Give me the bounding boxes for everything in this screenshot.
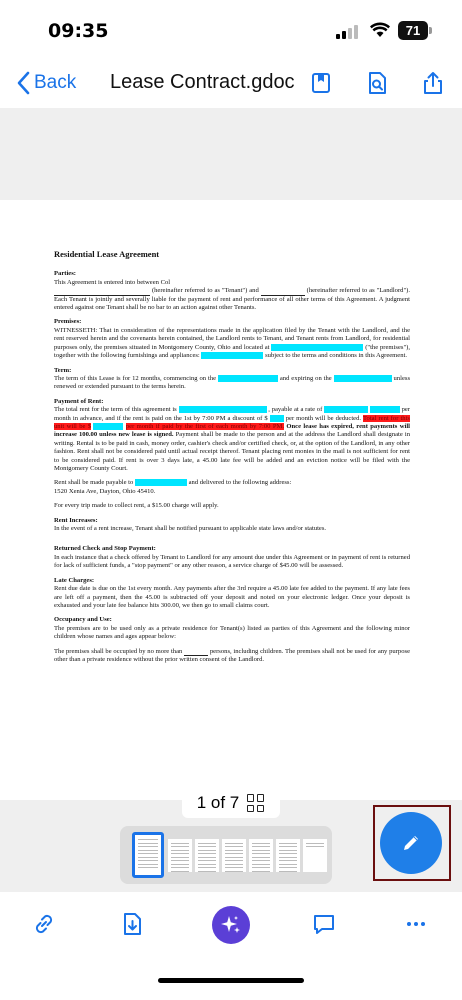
page-thumbnail-strip[interactable] xyxy=(120,826,332,884)
highlighted-field xyxy=(179,406,267,413)
thumbnail-text-line xyxy=(138,867,158,868)
premises-heading: Premises: xyxy=(54,318,82,326)
term-text-2: and expiring on the xyxy=(279,374,332,382)
thumbnail-text-line xyxy=(252,850,270,851)
term-paragraph xyxy=(54,375,410,392)
thumbnail-text-line xyxy=(138,843,158,844)
payable-text-1: Rent shall be made payable to xyxy=(54,479,134,487)
page-count-label: 1 of 7 xyxy=(196,793,240,812)
link-icon[interactable] xyxy=(30,910,58,938)
bookmark-icon[interactable] xyxy=(308,70,334,96)
thumbnail-text-line xyxy=(225,857,243,858)
thumbnail-text-line xyxy=(252,860,270,861)
home-indicator xyxy=(158,978,304,983)
document-title: Lease Contract.gdoc xyxy=(110,71,295,93)
battery-nub xyxy=(429,27,432,34)
grid-view-icon[interactable] xyxy=(247,794,265,812)
term-heading: Term: xyxy=(54,366,72,374)
thumbnail-text-line xyxy=(279,860,297,861)
occupancy-heading: Occupancy and Use: xyxy=(54,616,112,624)
term-text-1: The term of this Lease is for 12 months, commencing on the xyxy=(54,374,217,382)
late-charges-paragraph: Rent due date is due on the 1st every month. Any payments after the 3rd require a 45.00 late fee added to the payment. If any late fees are left off a payment, then the 45.00 is subtracted off your deposit and noted on your electronic ledger. Once your deposit is exhausted and your late fee balance hits 300.00, we then go to small claims court. xyxy=(54,585,410,609)
thumbnail-text-line xyxy=(171,843,189,844)
thumbnail-text-line xyxy=(225,850,243,851)
thumbnail-text-line xyxy=(252,853,270,854)
page-thumbnail[interactable] xyxy=(195,839,219,872)
payable-text-2: and delivered to the following address: xyxy=(188,479,292,487)
thumbnail-text-line xyxy=(138,839,158,840)
thumbnail-text-line xyxy=(279,871,297,872)
back-label: Back xyxy=(34,72,77,93)
late-charges-heading: Late Charges: xyxy=(54,576,95,584)
ai-assistant-button[interactable] xyxy=(212,906,250,944)
trip-charge-paragraph: For every trip made to collect rent, a $15.00 charge will apply. xyxy=(54,502,219,510)
thumbnail-text-line xyxy=(225,867,243,868)
term-text-3: unless renewed or extended pursuant to the terms herein. xyxy=(54,374,411,391)
document-text xyxy=(54,250,410,670)
highlighted-field xyxy=(270,415,284,422)
highlighted-field xyxy=(93,423,123,430)
returned-check-paragraph: In each instance that a check offered by Tenant to Landlord for any amount due under this Agreement or in payment of rent is returned for lack of sufficient funds, a "stop payment" or any other reason, a service charge of $45.00 will be assessed. xyxy=(54,553,410,570)
thumbnail-text-line xyxy=(138,864,158,865)
increase-heading: Rent Increases: xyxy=(54,516,98,524)
page-thumbnail[interactable] xyxy=(222,839,246,872)
thumbnail-text-line xyxy=(225,864,243,865)
thumbnail-text-line xyxy=(171,864,189,865)
occupancy-text-2: The premises shall be occupied by no more than xyxy=(54,647,183,655)
battery-indicator: 71 xyxy=(398,21,428,40)
payment-text-3: per month in advance, and if the rent is paid on the 1st by 7:00 PM a discount of $ xyxy=(54,406,410,422)
thumbnail-text-line xyxy=(138,850,158,851)
edit-button[interactable] xyxy=(380,812,442,874)
thumbnail-text-line xyxy=(198,857,216,858)
thumbnail-text-line xyxy=(138,853,158,854)
share-icon[interactable] xyxy=(420,70,446,96)
thumbnail-text-line xyxy=(306,843,324,844)
thumbnail-text-line xyxy=(198,867,216,868)
thumbnail-text-line xyxy=(252,871,270,872)
redacted-text-2: per month if paid by the first of each month by 7:00 PM. xyxy=(125,423,284,430)
parties-heading: Parties: xyxy=(54,270,76,278)
document-heading: Residential Lease Agreement xyxy=(54,249,160,259)
bottom-toolbar xyxy=(0,892,462,1000)
thumbnail-text-line xyxy=(279,853,297,854)
thumbnail-text-line xyxy=(252,857,270,858)
occupancy-text-3: persons, including children. The premises shall not be used for any purpose other than a private residence without the prior written consent of the Landlord. xyxy=(54,647,410,663)
page-thumbnail[interactable] xyxy=(168,839,192,872)
premises-text-2: ("the premises"), together with the following furnishings and appliances: xyxy=(54,343,410,360)
payment-text-5: Payment shall be made to the person and at the address the Landlord shall designate in writing. Rental is to be paid in cash, money order, cashier's check and/or certified check, or, at the option of the Landlord, in any other fashion. Rent shall not be considered paid until actual receipt thereof. Tenant placing rent monies in the mail is not sufficient for rent to be considered paid. If rent is over 3 days late, a 45.00 late fee will be added and an eviction notice will be filed with the Montgomery County Court. xyxy=(54,431,410,473)
premises-text: WITNESSETH: That in consideration of the representations made in the application filed by the Tenant with the Landlord, and the rent reserved herein and the covenants herein contained, the Landlord rents to Tenant, and Tenant rents from Landlord, for residential purposes only, the premises situated in Montgomery County, Ohio and located at xyxy=(54,326,410,351)
thumbnail-text-line xyxy=(198,871,216,872)
thumbnail-text-line xyxy=(171,850,189,851)
thumbnail-text-line xyxy=(198,843,216,844)
thumbnail-text-line xyxy=(279,864,297,865)
thumbnail-text-line xyxy=(225,843,243,844)
thumbnail-text-line xyxy=(252,864,270,865)
cellular-signal-icon xyxy=(336,25,360,39)
page-thumbnail[interactable] xyxy=(303,839,327,872)
thumbnail-text-line xyxy=(225,853,243,854)
thumbnail-text-line xyxy=(225,860,243,861)
premises-text-3: subject to the terms and conditions in this Agreement. xyxy=(265,352,408,360)
nav-bar xyxy=(0,60,462,108)
pencil-icon xyxy=(399,831,423,855)
thumbnail-text-line xyxy=(225,871,243,872)
thumbnail-text-line xyxy=(252,843,270,844)
thumbnail-text-line xyxy=(198,853,216,854)
thumbnail-text-line xyxy=(171,867,189,868)
thumbnail-text-line xyxy=(279,857,297,858)
occupancy-limit-paragraph xyxy=(54,648,410,665)
download-document-icon[interactable] xyxy=(118,910,146,938)
wifi-icon xyxy=(370,22,390,38)
payment-text-1: The total rent for the term of this agreement is xyxy=(54,406,177,414)
parties-text-1: This Agreement is entered into between Col xyxy=(54,278,171,286)
status-bar xyxy=(0,0,462,60)
page-indicator[interactable] xyxy=(182,788,280,818)
document-page[interactable] xyxy=(0,200,462,800)
payment-text-2: , payable at a rate of xyxy=(268,406,323,414)
thumbnail-text-line xyxy=(225,846,243,847)
thumbnail-text-line xyxy=(198,860,216,861)
thumbnail-text-line xyxy=(171,857,189,858)
highlighted-field xyxy=(135,479,187,486)
thumbnail-text-line xyxy=(198,864,216,865)
thumbnail-text-line xyxy=(171,853,189,854)
highlighted-field xyxy=(334,375,392,382)
increase-paragraph: In the event of a rent increase, Tenant shall be notified pursuant to applicable state laws and/or statutes. xyxy=(54,525,327,533)
occupancy-paragraph: The premises are to be used only as a private residence for Tenant(s) listed as parties of this Agreement and the following minor children whose names and ages appear below: xyxy=(54,624,410,641)
payment-heading: Payment of Rent: xyxy=(54,397,104,405)
payable-paragraph xyxy=(54,479,410,496)
page-thumbnail[interactable] xyxy=(249,839,273,872)
payment-text-4: per month will be deducted. xyxy=(285,414,362,422)
page-thumbnail[interactable] xyxy=(132,832,164,878)
premises-paragraph xyxy=(54,327,410,361)
thumbnail-text-line xyxy=(171,846,189,847)
redacted-text-1: Total rent for this unit will be $ xyxy=(54,414,410,430)
thumbnail-text-line xyxy=(198,850,216,851)
sparkle-icon xyxy=(220,914,242,936)
page-thumbnail[interactable] xyxy=(276,839,300,872)
more-options-icon[interactable] xyxy=(402,910,430,938)
thumbnail-text-line xyxy=(171,871,189,872)
comment-icon[interactable] xyxy=(310,910,338,938)
parties-paragraph xyxy=(54,279,410,313)
back-button[interactable] xyxy=(16,68,76,98)
highlighted-field xyxy=(370,406,400,413)
parties-text-3: (hereinafter referred to as "Landlord"). Each Tenant is jointly and severally liable for the payment of rent and performance of all other terms of this Agreement. A judgment entered against one Tenant shall be no bar to an action against other Tenants. xyxy=(54,287,410,312)
payment-bold-text: Once lease has expired, rent payments will increase 100.00 unless new lease is signed. xyxy=(54,423,410,439)
highlighted-field xyxy=(324,406,368,413)
thumbnail-text-line xyxy=(138,846,158,847)
thumbnail-text-line xyxy=(279,867,297,868)
highlighted-field xyxy=(218,375,278,382)
chevron-left-icon xyxy=(16,71,30,95)
parties-text-2: (hereinafter referred to as "Tenant") and xyxy=(151,287,259,295)
thumbnail-text-line xyxy=(171,860,189,861)
thumbnail-text-line xyxy=(306,846,324,847)
thumbnail-text-line xyxy=(279,843,297,844)
search-document-icon[interactable] xyxy=(364,70,390,96)
status-time: 09:35 xyxy=(48,20,109,42)
payable-address: 1520 Xenia Ave, Dayton, Ohio 45410. xyxy=(54,487,156,495)
thumbnail-text-line xyxy=(198,846,216,847)
thumbnail-text-line xyxy=(138,860,158,861)
payment-paragraph xyxy=(54,406,410,473)
thumbnail-text-line xyxy=(279,850,297,851)
thumbnail-text-line xyxy=(252,867,270,868)
highlighted-field xyxy=(201,352,263,359)
thumbnail-text-line xyxy=(252,846,270,847)
thumbnail-text-line xyxy=(279,846,297,847)
highlighted-field xyxy=(271,344,363,351)
viewer-top-margin xyxy=(0,108,462,200)
thumbnail-text-line xyxy=(138,857,158,858)
returned-check-heading: Returned Check and Stop Payment: xyxy=(54,545,156,553)
